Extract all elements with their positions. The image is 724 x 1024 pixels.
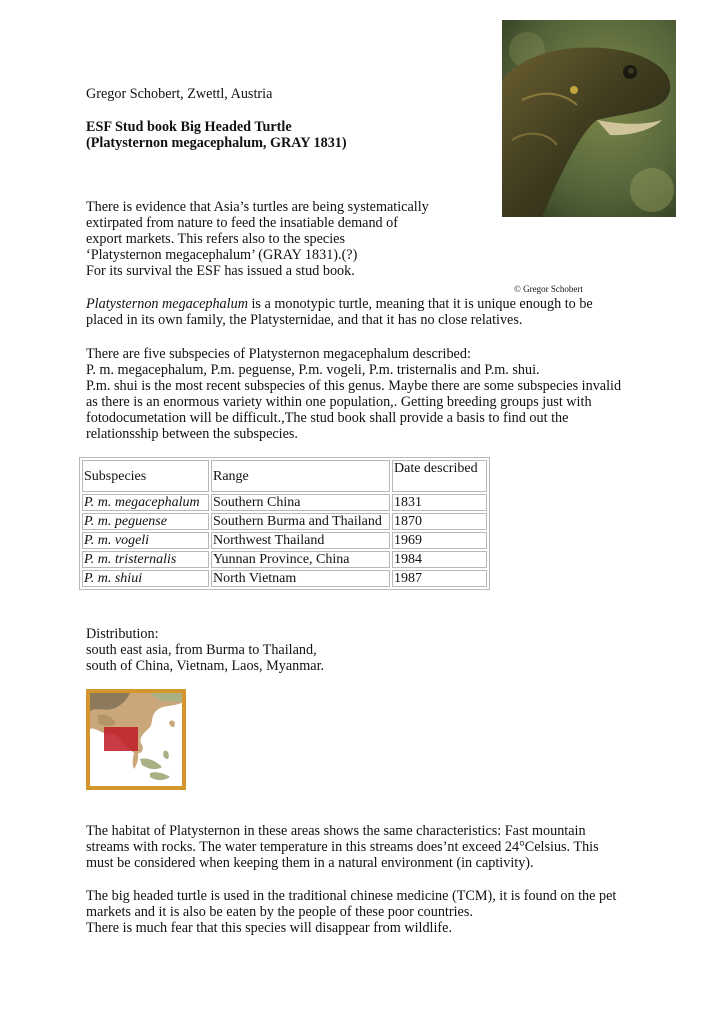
table-header-row bbox=[82, 460, 487, 492]
cell-subspecies: P. m. shiui bbox=[82, 570, 209, 587]
cell-range: Southern Burma and Thailand bbox=[211, 513, 390, 530]
distribution-line: Distribution: bbox=[86, 626, 159, 642]
table-row bbox=[82, 513, 487, 530]
document-title bbox=[86, 119, 347, 151]
tcm-line: There is much fear that this species will disappear from wildlife. bbox=[86, 920, 453, 936]
table-row bbox=[82, 570, 487, 587]
intro-line: export markets. This refers also to the species bbox=[86, 231, 345, 247]
author-line: Gregor Schobert, Zwettl, Austria bbox=[86, 86, 273, 102]
subspecies-line: There are five subspecies of Platysternon megacephalum described: bbox=[86, 346, 471, 362]
intro-paragraph bbox=[86, 199, 429, 279]
turtle-photo bbox=[502, 20, 676, 217]
header-subspecies: Subspecies bbox=[82, 460, 209, 492]
table-row bbox=[82, 532, 487, 549]
subspecies-table bbox=[79, 457, 490, 590]
header-date-described: Date described bbox=[392, 460, 487, 492]
cell-subspecies: P. m. vogeli bbox=[82, 532, 209, 549]
habitat-paragraph bbox=[86, 823, 599, 871]
habitat-line: streams with rocks. The water temperature in this streams does’nt exceed 24°Celsius. This bbox=[86, 839, 599, 855]
distribution-line: south of China, Vietnam, Laos, Myanmar. bbox=[86, 658, 325, 674]
tcm-paragraph bbox=[86, 888, 616, 936]
intro-line: extirpated from nature to feed the insatiable demand of bbox=[86, 215, 399, 231]
subspecies-line: relationsship between the subspecies. bbox=[86, 426, 298, 442]
tcm-line: markets and it is also be eaten by the people of these poor countries. bbox=[86, 904, 473, 920]
intro-line: For its survival the ESF has issued a stud book. bbox=[86, 263, 355, 279]
subspecies-paragraph bbox=[86, 346, 621, 442]
cell-subspecies: P. m. peguense bbox=[82, 513, 209, 530]
cell-date: 1984 bbox=[392, 551, 487, 568]
subspecies-line: fotodocumetation will be difficult.,The stud book shall provide a basis to find out the bbox=[86, 410, 569, 426]
monotypic-line-2: placed in its own family, the Platysternidae, and that it has no close relatives. bbox=[86, 312, 523, 328]
intro-line: ‘Platysternon megacephalum’ (GRAY 1831).(?) bbox=[86, 247, 358, 263]
species-name: Platysternon megacephalum bbox=[86, 296, 248, 312]
header-range: Range bbox=[211, 460, 390, 492]
photo-credit: © Gregor Schobert bbox=[514, 284, 583, 294]
cell-range: Southern China bbox=[211, 494, 390, 511]
habitat-line: must be considered when keeping them in a natural environment (in captivity). bbox=[86, 855, 534, 871]
cell-range: North Vietnam bbox=[211, 570, 390, 587]
cell-date: 1831 bbox=[392, 494, 487, 511]
title-line-2: (Platysternon megacephalum, GRAY 1831) bbox=[86, 135, 347, 151]
subspecies-line: P. m. megacephalum, P.m. peguense, P.m. vogeli, P.m. tristernalis and P.m. shui. bbox=[86, 362, 540, 378]
table-row bbox=[82, 494, 487, 511]
cell-date: 1987 bbox=[392, 570, 487, 587]
title-line-1: ESF Stud book Big Headed Turtle bbox=[86, 119, 292, 135]
distribution-map bbox=[86, 689, 186, 790]
distribution-line: south east asia, from Burma to Thailand, bbox=[86, 642, 317, 658]
subspecies-line: P.m. shui is the most recent subspecies of this genus. Maybe there are some subspecies invalid bbox=[86, 378, 622, 394]
distribution-paragraph bbox=[86, 626, 324, 674]
cell-subspecies: P. m. tristernalis bbox=[82, 551, 209, 568]
table-row bbox=[82, 551, 487, 568]
monotypic-paragraph bbox=[86, 296, 593, 328]
cell-date: 1969 bbox=[392, 532, 487, 549]
subspecies-line: as there is an enormous variety within one population,. Getting breeding groups just with bbox=[86, 394, 592, 410]
cell-subspecies: P. m. megacephalum bbox=[82, 494, 209, 511]
cell-range: Northwest Thailand bbox=[211, 532, 390, 549]
monotypic-line-1-rest: is a monotypic turtle, meaning that it is unique enough to be bbox=[247, 296, 593, 312]
habitat-line: The habitat of Platysternon in these areas shows the same characteristics: Fast mountain bbox=[86, 823, 586, 839]
monotypic-line-1 bbox=[86, 296, 593, 312]
cell-date: 1870 bbox=[392, 513, 487, 530]
intro-line: There is evidence that Asia’s turtles are being systematically bbox=[86, 199, 429, 215]
tcm-line: The big headed turtle is used in the traditional chinese medicine (TCM), it is found on the pet bbox=[86, 888, 617, 904]
cell-range: Yunnan Province, China bbox=[211, 551, 390, 568]
